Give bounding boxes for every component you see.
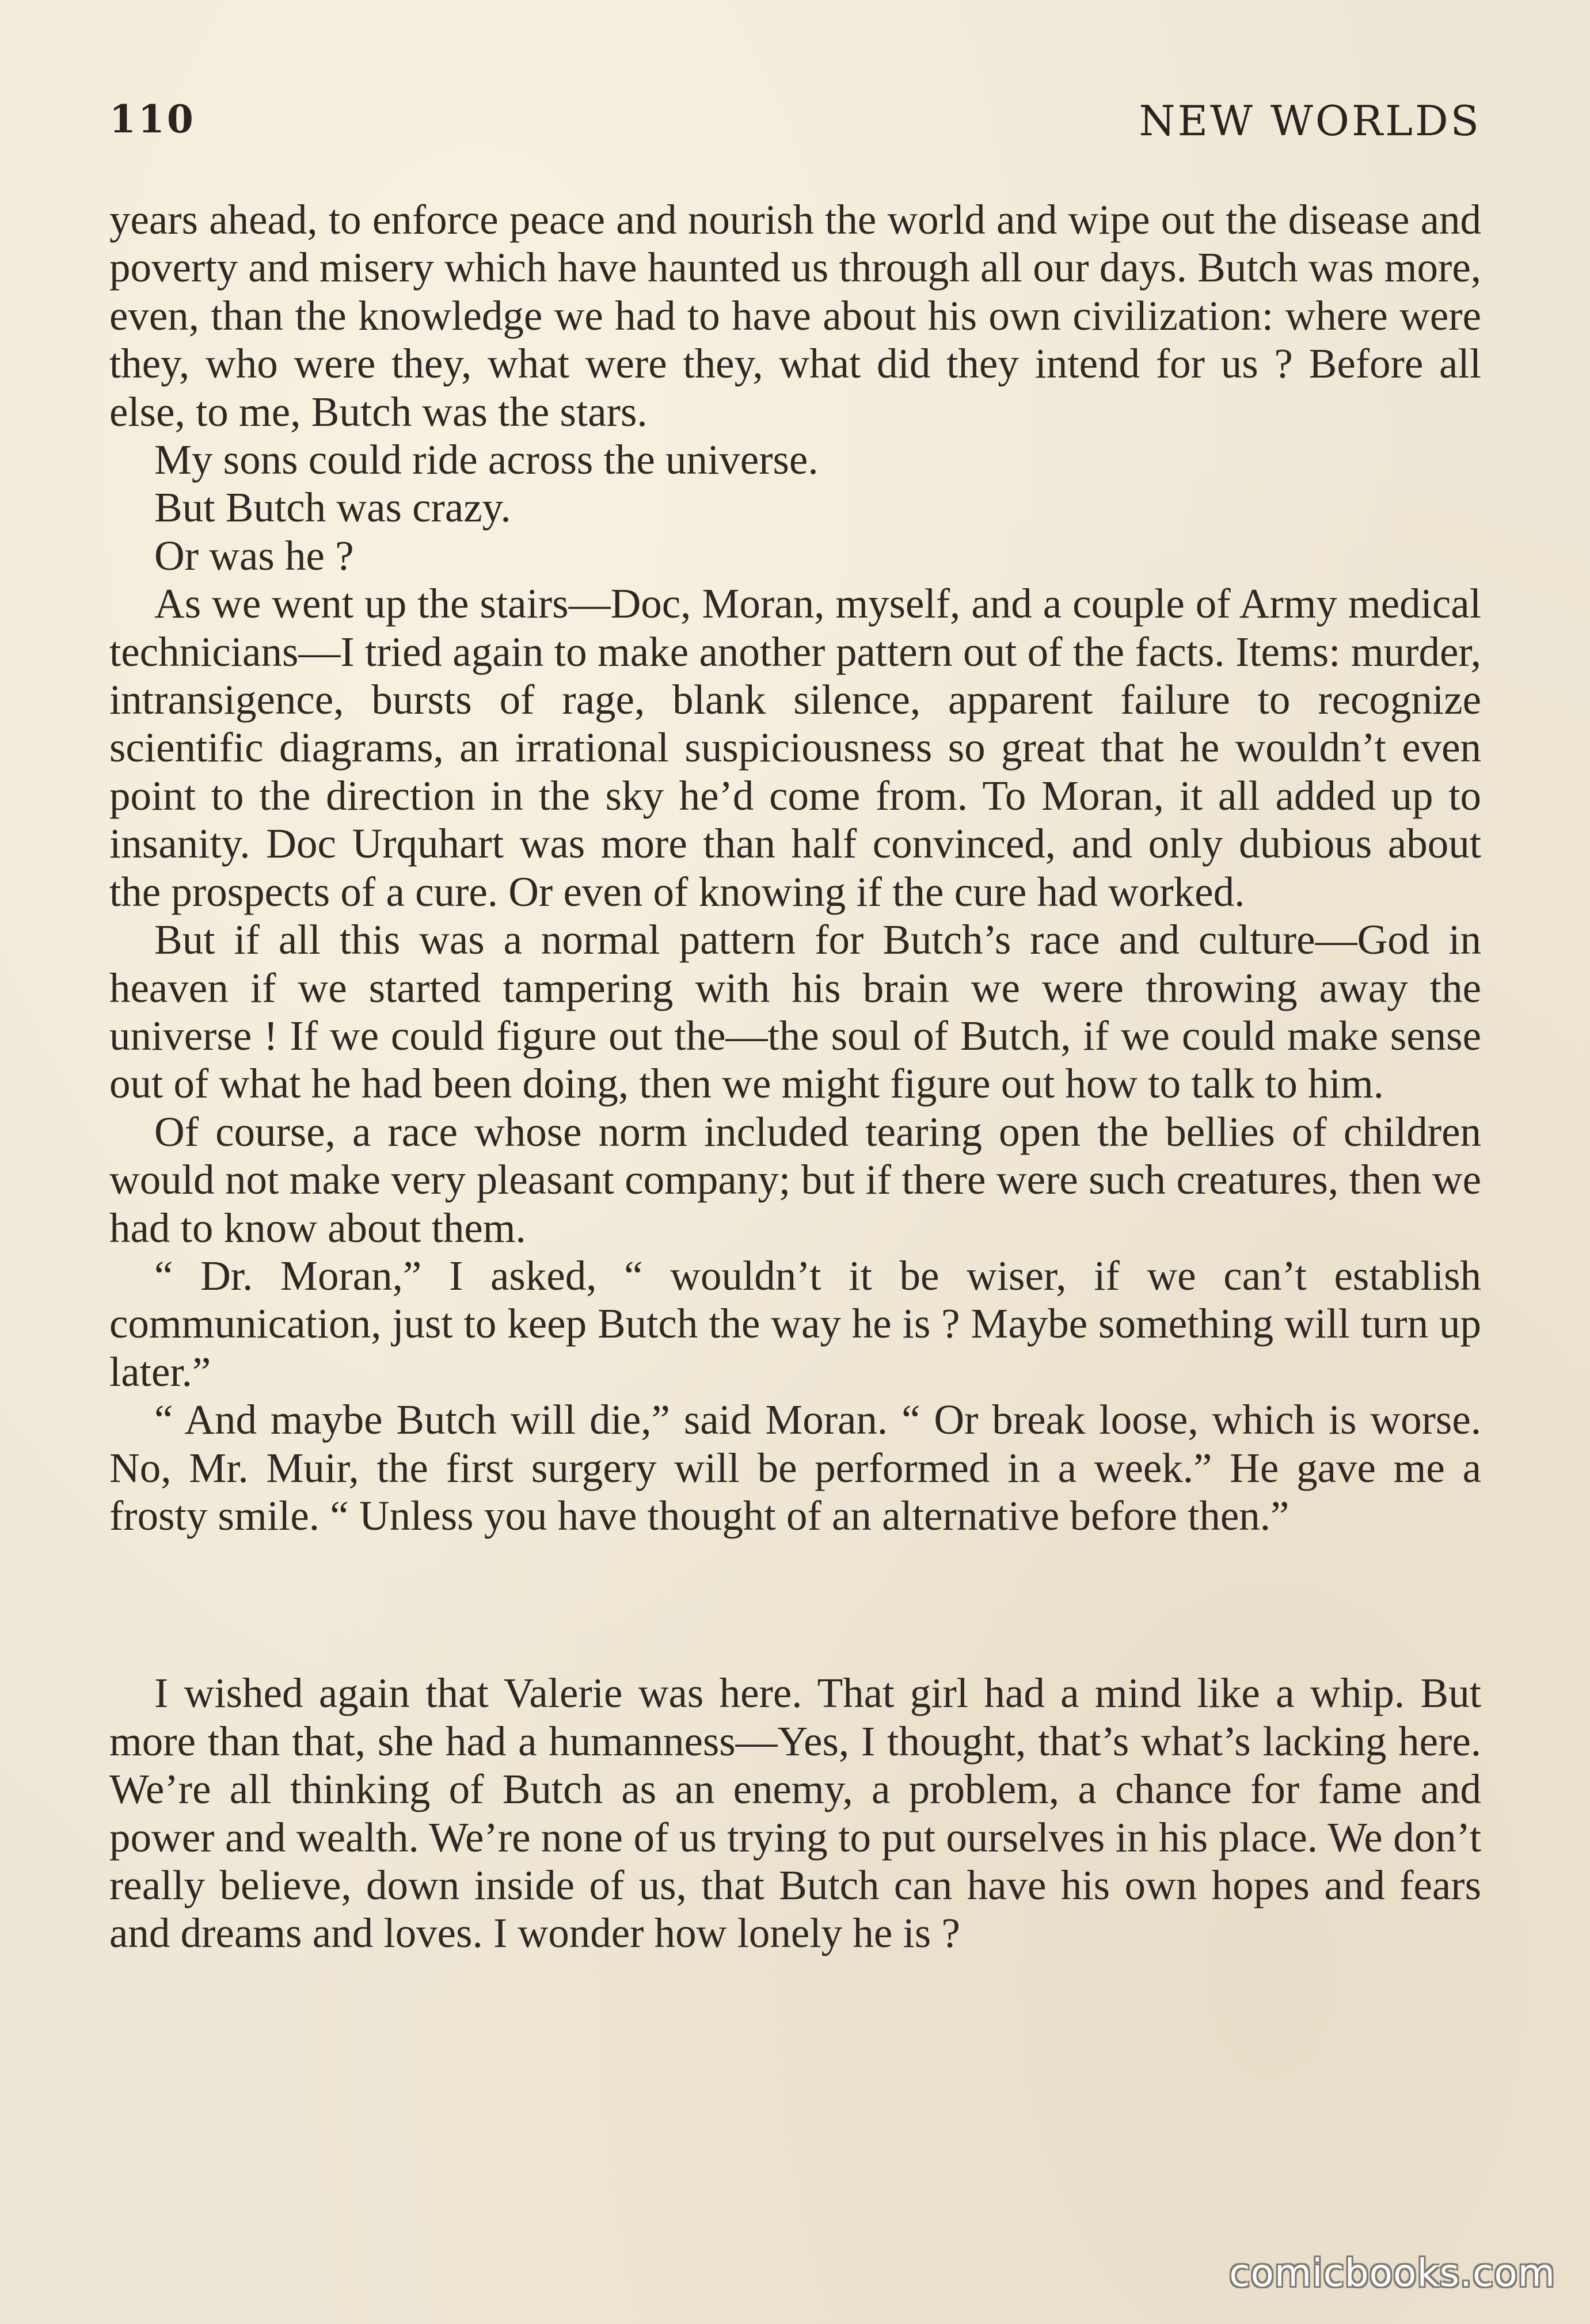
paragraph: But if all this was a normal pattern for Butch’s race and culture—God in heaven if we started tampering with his brain we were throwing away the universe ! If we could figure out the—the soul of Butch, if we could make sense out of what he had been doing, then we might figure out how to talk to him.: [109, 916, 1481, 1107]
paragraph: But Butch was crazy.: [154, 484, 511, 531]
paragraph: Or was he ?: [154, 532, 354, 579]
section-break: [109, 1540, 1481, 1669]
paragraph: As we went up the stairs—Doc, Moran, myself, and a couple of Army medical technicians—I tried again to make another pattern out of the facts. Items: murder, intransigence, bursts of rage, blank silence, apparent failure to recognize scientific diagrams, an irrational suspiciousness so great that he wouldn’t even point to the direction in the sky he’d come from. To Moran, it all added up to insanity. Doc Urquhart was more than half convinced, and only dubious about the prospects of a cure. Or even of knowing if the cure had worked.: [109, 580, 1481, 915]
paragraph: Of course, a race whose norm included tearing open the bellies of children would not make very pleasant company; but if there were such creatures, then we had to know about them.: [109, 1108, 1481, 1251]
paragraph: My sons could ride across the universe.: [154, 436, 819, 483]
paragraph: years ahead, to enforce peace and nourish the world and wipe out the disease and poverty and misery which have haunted us through all our days. Butch was more, even, than the knowledge we had to have about his own civilization: where were they, who were they, what were they, what did they intend for us ? Before all else, to me, Butch was the stars.: [109, 196, 1481, 435]
running-head: NEW WORLDS: [1139, 97, 1481, 145]
page-header: [109, 97, 1481, 160]
page-number: 110: [109, 97, 196, 142]
body-text: [109, 196, 1481, 1957]
watermark: comicbooks.com: [1229, 2251, 1555, 2295]
paragraph: “ Dr. Moran,” I asked, “ wouldn’t it be wiser, if we can’t establish communication, just to keep Butch the way he is ? Maybe something will turn up later.”: [109, 1252, 1481, 1395]
paragraph: “ And maybe Butch will die,” said Moran. “ Or break loose, which is worse. No, Mr. Muir, the first surgery will be performed in a week.” He gave me a frosty smile. “ Unless you have thought of an alternative before then.”: [109, 1396, 1481, 1539]
paragraph: I wished again that Valerie was here. That girl had a mind like a whip. But more than that, she had a humanness—Yes, I thought, that’s what’s lacking here. We’re all thinking of Butch as an enemy, a problem, a chance for fame and power and wealth. We’re none of us trying to put ourselves in his place. We don’t really believe, down inside of us, that Butch can have his own hopes and fears and dreams and loves. I wonder how lonely he is ?: [109, 1670, 1481, 1957]
